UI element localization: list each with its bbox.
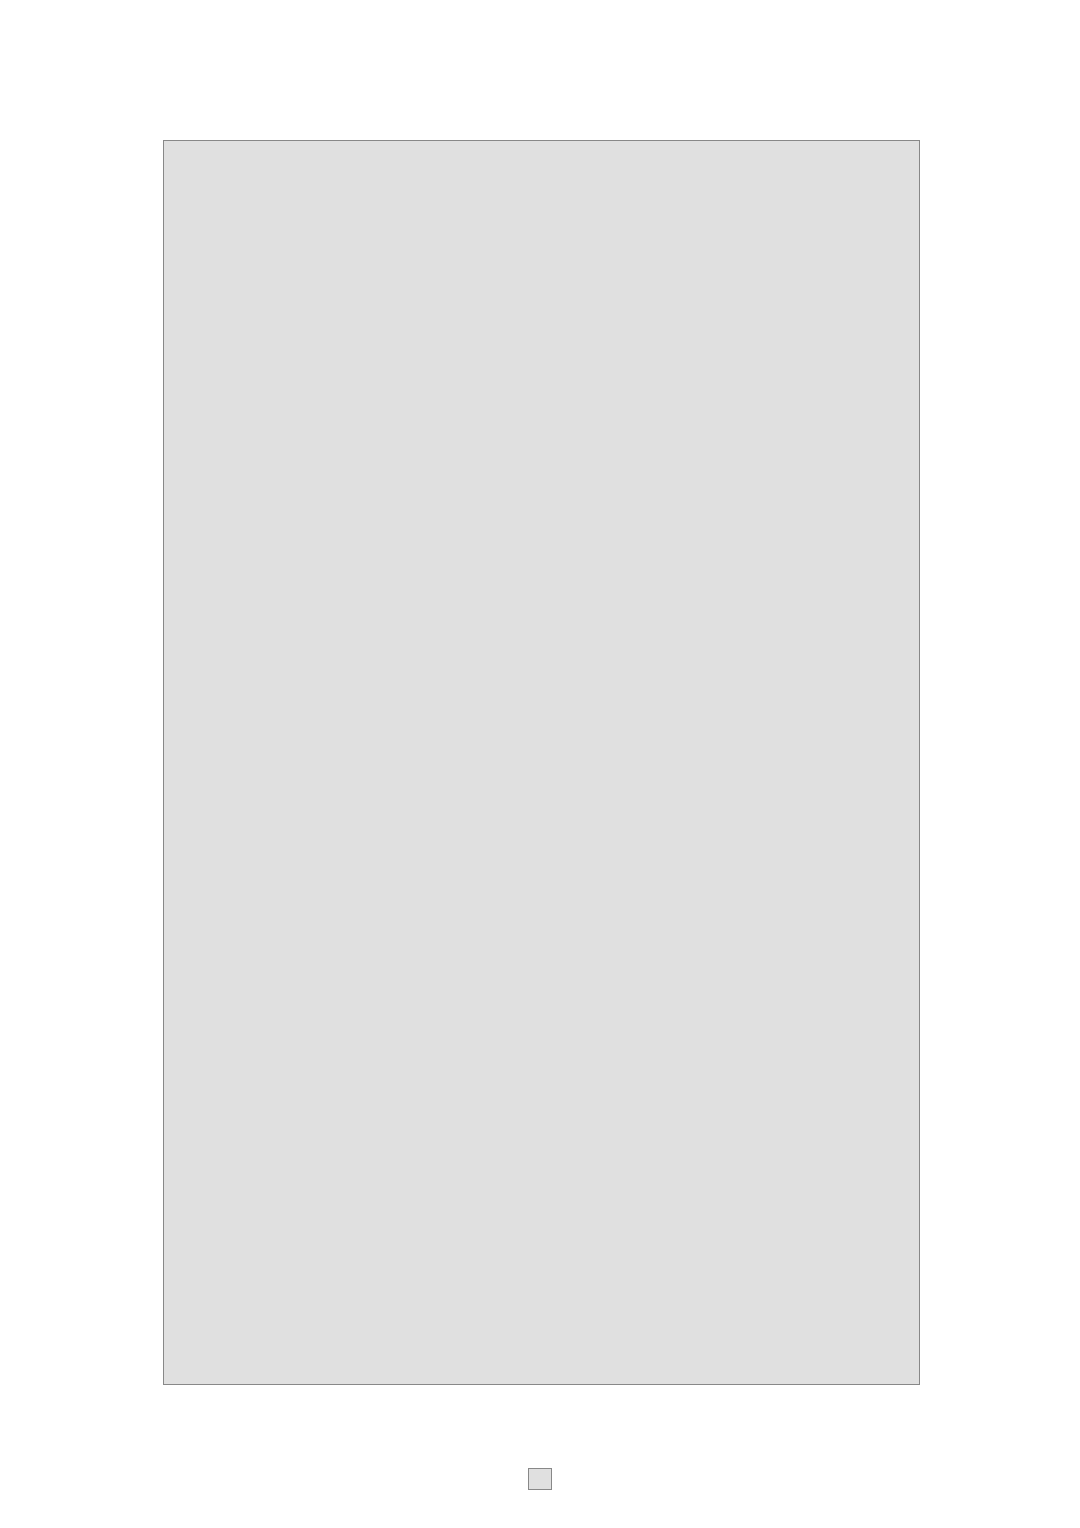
page-number xyxy=(528,1468,552,1490)
document-page-body xyxy=(163,140,920,1385)
